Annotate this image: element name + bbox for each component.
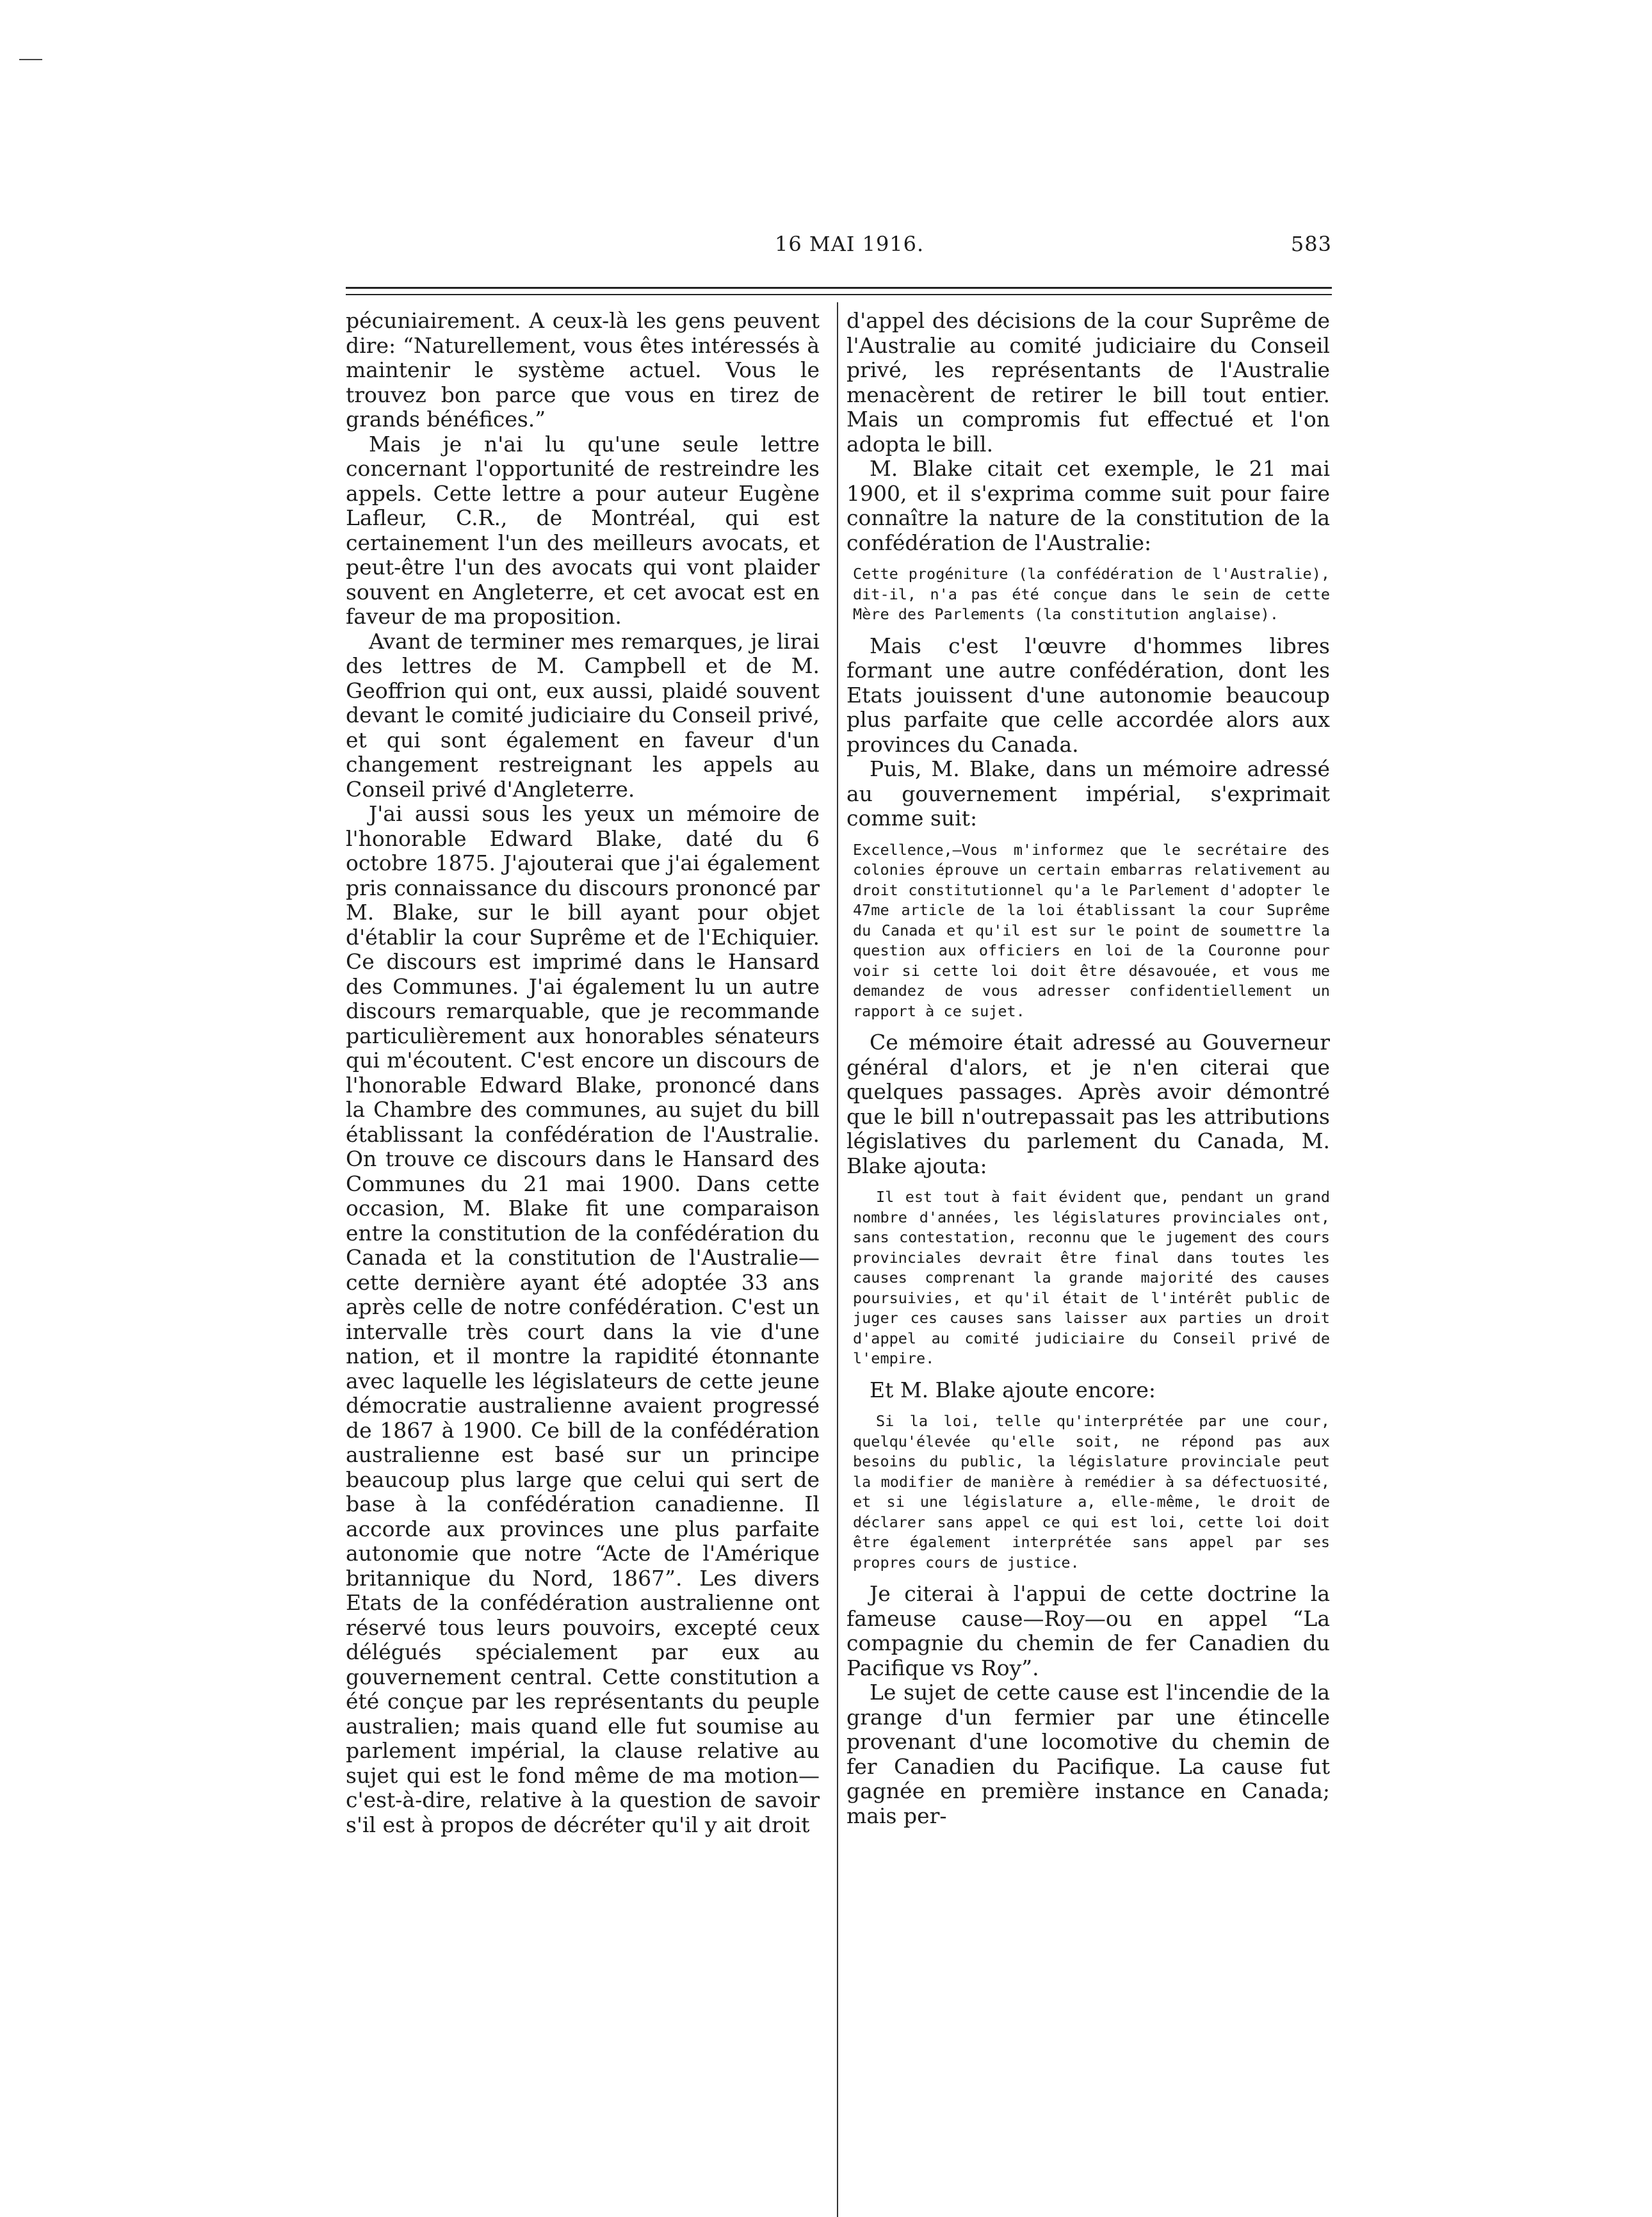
right-paragraph: Puis, M. Blake, dans un mémoire adressé au gouvernement impérial, s'exprimait comme suit:: [846, 756, 1330, 831]
left-paragraph: Avant de terminer mes remarques, je lirai des lettres de M. Campbell et de M. Geoffrion qui ont, eux aussi, plaidé souvent devant le comité judiciaire du Conseil privé, et qui sont également en faveur d'un changement restreignant les appels au Conseil privé d'Angleterre.: [346, 628, 820, 802]
block-quote: Cette progéniture (la confédération de l'Australie), dit-il, n'a pas été conçue dans le sein de cette Mère des Parlements (la constitution anglaise).: [853, 565, 1330, 623]
column-separator: [837, 302, 838, 2217]
page-header: [346, 232, 1332, 264]
right-paragraph: Le sujet de cette cause est l'incendie de la grange d'un fermier par une étincelle provenant d'une locomotive du chemin de fer Canadien du Pacifique. La cause fut gagnée en première instance en Canada; mais per-: [846, 1680, 1330, 1828]
right-paragraph: Je citerai à l'appui de cette doctrine la fameuse cause—Roy—ou en appel “La compagnie du chemin de fer Canadien du Pacifique vs Roy”.: [846, 1581, 1330, 1680]
page-number: 583: [1290, 232, 1332, 256]
header-date: 16 MAI 1916.: [775, 232, 925, 256]
left-paragraph: pécuniairement. A ceux-là les gens peuvent dire: “Naturellement, vous êtes intéressés à maintenir le système actuel. Vous le trouvez bon parce que vous en tirez de grands bénéfices.”: [346, 308, 820, 432]
left-paragraph: Mais je n'ai lu qu'une seule lettre concernant l'opportunité de restreindre les appels. Cette lettre a pour auteur Eugène Lafleur, C.R., de Montréal, qui est certainement l'un des meilleurs avocats, et peut-être l'un des avocats qui vont plaider souvent en Angleterre, et cet avocat est en faveur de ma proposition.: [346, 431, 820, 629]
header-rule-top: [346, 287, 1332, 289]
block-quote: Si la loi, telle qu'interprétée par une cour, quelqu'élevée qu'elle soit, ne répond pas aux besoins du public, la législature provinciale peut la modifier de manière à remédier à sa défectuosité, et si une législature a, elle-même, le droit de déclarer sans appel ce qui est loi, cette loi doit être également interprétée sans appel par ses propres cours de justice.: [853, 1412, 1330, 1571]
block-quote: Excellence,—Vous m'informez que le secrétaire des colonies éprouve un certain embarras relativement au droit constitutionnel qu'a le Parlement d'adopter le 47me article de la loi établissant la cour Suprême du Canada et qu'il est sur le point de soumettre la question aux officiers en loi de la Couronne pour voir si cette loi doit être désavouée, et vous me demandez de vous adresser confidentiellement un rapport à ce sujet.: [853, 840, 1330, 1020]
right-paragraph: M. Blake citait cet exemple, le 21 mai 1900, et il s'exprima comme suit pour faire connaître la nature de la constitution de la confédération de l'Australie:: [846, 456, 1330, 555]
right-paragraph: Et M. Blake ajoute encore:: [870, 1377, 1156, 1402]
right-column: [846, 309, 1330, 1828]
header-rule-bottom: [346, 294, 1332, 295]
left-paragraph: J'ai aussi sous les yeux un mémoire de l'honorable Edward Blake, daté du 6 octobre 1875. J'ajouterai que j'ai également pris connaissance du discours prononcé par M. Blake, sur le bill ayant pour objet d'établir la cour Suprême et de l'Echiquier. Ce discours est imprimé dans le Hansard des Communes. J'ai également lu un autre discours remarquable, que je recommande particulièrement aux honorables sénateurs qui m'écoutent. C'est encore un discours de l'honorable Edward Blake, prononcé dans la Chambre des communes, au sujet du bill établissant la confédération de l'Australie. On trouve ce discours dans le Hansard des Communes du 21 mai 1900. Dans cette occasion, M. Blake fit une comparaison entre la constitution de la confédération du Canada et la constitution de l'Australie—cette dernière ayant été adoptée 33 ans après celle de notre confédération. C'est un intervalle très court dans la vie d'une nation, et il montre la rapidité étonnante avec laquelle les législateurs de cette jeune démocratie australienne avaient progressé de 1867 à 1900. Ce bill de la confédération australienne est basé sur un principe beaucoup plus large que celui qui sert de base à la confédération canadienne. Il accorde aux provinces une plus parfaite autonomie que notre “Acte de l'Amérique britannique du Nord, 1867”. Les divers Etats de la confédération australienne ont réservé tous leurs pouvoirs, excepté ceux délégués spécialement par eux au gouvernement central. Cette constitution a été conçue par les représentants du peuple australien; mais quand elle fut soumise au parlement impérial, la clause relative au sujet qui est le fond même de ma motion—c'est-à-dire, relative à la question de savoir s'il est à propos de décréter qu'il y ait droit: [346, 801, 820, 1837]
right-paragraph: Ce mémoire était adressé au Gouverneur général d'alors, et je n'en citerai que quelques passages. Après avoir démontré que le bill n'outrepassait pas les attributions législatives du parlement du Canada, M. Blake ajouta:: [846, 1030, 1330, 1178]
block-quote: Il est tout à fait évident que, pendant un grand nombre d'années, les législatures provinciales ont, sans contestation, reconnu que le jugement des cours provinciales devrait être final dans toutes les causes comprenant la grande majorité des causes poursuivies, et qu'il était de l'intérêt public de juger ces causes sans laisser aux parties un droit d'appel au comité judiciaire du Conseil privé de l'empire.: [853, 1188, 1330, 1367]
left-column: [346, 309, 820, 1837]
scan-mark: [19, 59, 42, 60]
right-paragraph: d'appel des décisions de la cour Suprême de l'Australie au comité judiciaire du Conseil privé, les représentants de l'Australie menacèrent de retirer le bill tout entier. Mais un compromis fut effectué et l'on adopta le bill.: [846, 308, 1330, 457]
right-paragraph: Mais c'est l'œuvre d'hommes libres formant une autre confédération, dont les Etats jouissent d'une autonomie beaucoup plus parfaite que celle accordée alors aux provinces du Canada.: [846, 633, 1330, 757]
